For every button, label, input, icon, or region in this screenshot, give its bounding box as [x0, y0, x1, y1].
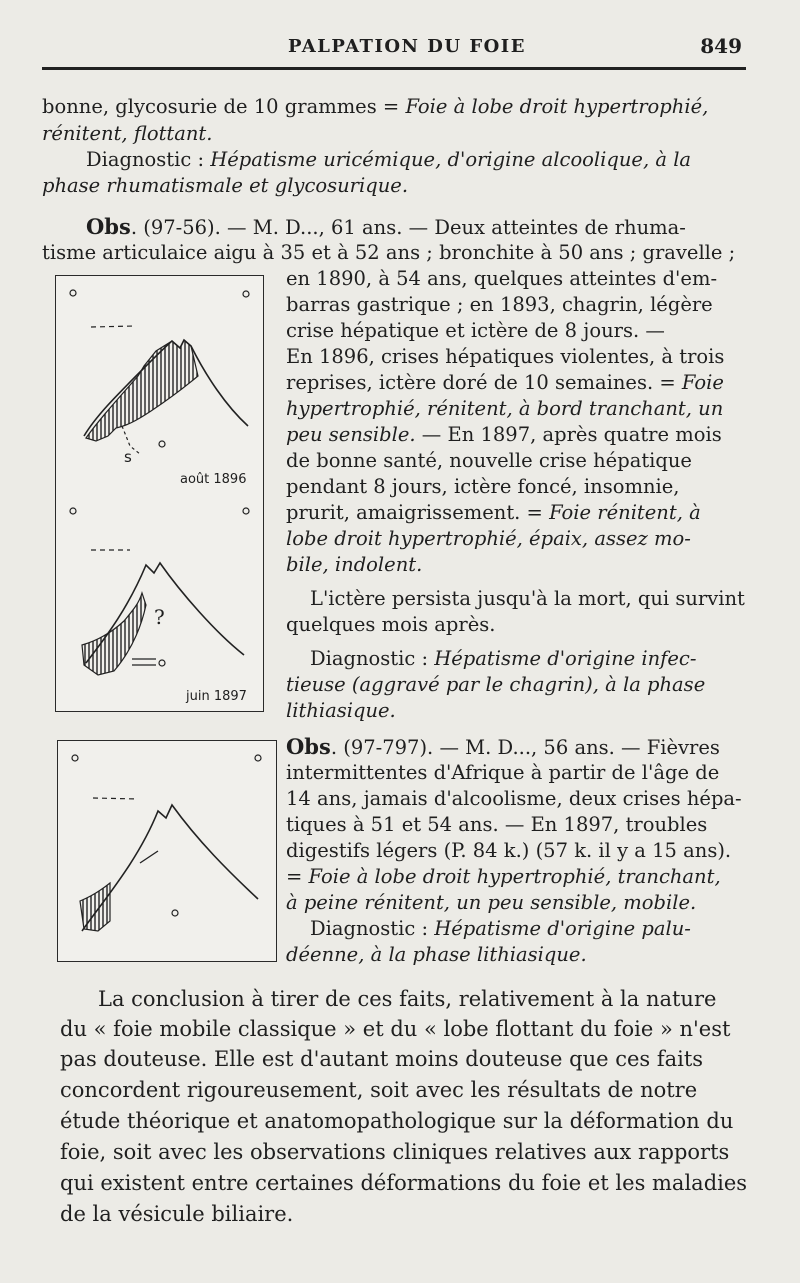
text-line: Diagnostic : Hépatisme d'origine infec- [310, 647, 697, 670]
text-line: en 1890, à 54 ans, quelques atteintes d'em- [286, 267, 718, 290]
text-line: Diagnostic : Hépatisme uricémique, d'origine alcoolique, à la [86, 148, 692, 171]
text-line: L'ictère persista jusqu'à la mort, qui survint [310, 587, 745, 610]
text-line: crise hépatique et ictère de 8 jours. — [286, 319, 665, 342]
text-line: qui existent entre certaines déformations du foie et les maladies [60, 1171, 748, 1195]
text-line: pendant 8 jours, ictère foncé, insomnie, [286, 475, 680, 498]
text-line: prurit, amaigrissement. = Foie rénitent, à [286, 501, 701, 524]
text-line: = Foie à lobe droit hypertrophié, tranchant, [286, 865, 721, 888]
text-line: quelques mois après. [286, 613, 496, 636]
text-line: 14 ans, jamais d'alcoolisme, deux crises hépa- [286, 787, 742, 810]
text-line: tiques à 51 et 54 ans. — En 1897, troubles [286, 813, 708, 836]
figure-question-mark: ? [154, 605, 165, 629]
text-line: de la vésicule biliaire. [60, 1202, 294, 1226]
figure-letter: s [124, 448, 132, 466]
text-line: rénitent, flottant. [42, 122, 213, 145]
obs-label: Obs [86, 214, 131, 239]
page-number: 849 [700, 34, 742, 58]
text-line: Diagnostic : Hépatisme d'origine palu- [310, 917, 691, 940]
header-rule [42, 67, 746, 70]
text-line: intermittentes d'Afrique à partir de l'âge de [286, 761, 720, 784]
text-line: de bonne santé, nouvelle crise hépatique [286, 449, 692, 472]
running-head: PALPATION DU FOIE [288, 36, 526, 57]
liver-figure-jun-1897 [55, 493, 264, 712]
obs-heading: Obs. (97-797). — M. D..., 56 ans. — Fièvres [286, 734, 720, 759]
liver-outline-drawing [58, 741, 276, 961]
text-line: phase rhumatismale et glycosurique. [42, 174, 409, 197]
liver-outline-drawing [56, 276, 263, 494]
page-header [42, 34, 744, 64]
text-line: En 1896, crises hépatiques violentes, à trois [286, 345, 725, 368]
text-line: barras gastrique ; en 1893, chagrin, légère [286, 293, 713, 316]
text-line: concordent rigoureusement, soit avec les résultats de notre [60, 1078, 698, 1102]
text-line: reprises, ictère doré de 10 semaines. = Foie [286, 371, 724, 394]
text-line: lobe droit hypertrophié, épaix, assez mo- [286, 527, 691, 550]
text-line: bile, indolent. [286, 553, 423, 576]
text-line: lithiasique. [286, 699, 396, 722]
text-line: foie, soit avec les observations cliniques relatives aux rapports [60, 1140, 730, 1164]
text-line: La conclusion à tirer de ces faits, relativement à la nature [98, 987, 717, 1011]
text-line: déenne, à la phase lithiasique. [286, 943, 587, 966]
text-line: à peine rénitent, un peu sensible, mobile. [286, 891, 697, 914]
figure-caption: juin 1897 [186, 689, 247, 704]
text-line: bonne, glycosurie de 10 grammes = Foie à lobe droit hypertrophié, [42, 95, 709, 118]
liver-outline-drawing [56, 493, 263, 711]
obs-heading: Obs. (97-56). — M. D..., 61 ans. — Deux atteintes de rhuma- [86, 214, 686, 239]
text-line: tisme articulaice aigu à 35 et à 52 ans ; bronchite à 50 ans ; gravelle ; [42, 241, 736, 264]
text-line: peu sensible. — En 1897, après quatre mois [286, 423, 722, 446]
text-line: hypertrophié, rénitent, à bord tranchant, un [286, 397, 724, 420]
liver-figure-obs-97-797 [57, 740, 277, 962]
text-line: du « foie mobile classique » et du « lobe flottant du foie » n'est [60, 1017, 731, 1041]
text-line: étude théorique et anatomopathologique sur la déformation du [60, 1109, 734, 1133]
text-line: pas douteuse. Elle est d'autant moins douteuse que ces faits [60, 1047, 704, 1071]
text-line: digestifs légers (P. 84 k.) (57 k. il y a 15 ans). [286, 839, 732, 862]
liver-figure-aug-1896 [55, 275, 264, 495]
text-line: tieuse (aggravé par le chagrin), à la phase [286, 673, 706, 696]
figure-caption: août 1896 [180, 472, 247, 487]
obs-label: Obs [286, 734, 331, 759]
